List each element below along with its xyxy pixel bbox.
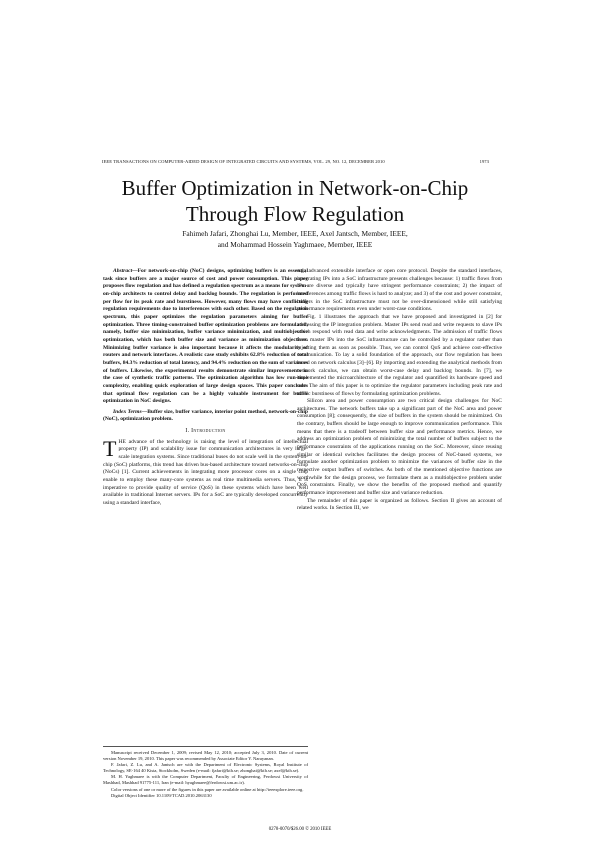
paper-title: Buffer Optimization in Network-on-Chip Through Flow Regulation — [121, 176, 469, 226]
footnote-manuscript: Manuscript received December 1, 2009; revised May 12, 2010; accepted July 3, 2010. Date of current version November 19, 2010. This paper was recommended by Associate Editor Y. Narayanan. — [103, 750, 308, 762]
intro-paragraph-1-text: HE advance of the technology is raising the level of integration of intellectual property (IP) and scalability issue for communication architectures in very large-scale integration systems. Since traditional buses do not scale well in the system-on-chip (SoC) platforms, this trend has driven bus-based architecture toward networks-on-chip (NoCs) [1]. Current achievements in integrating more processor cores on a single chip enable to employ these many-core systems as real time multimedia servers. Thus, it is imperative to provide quality of service (QoS) in these systems which have been well available in traditional Internet servers. IPs for a SoC are typically developed concurrently using a standard interface, — [103, 438, 308, 507]
intro-paragraph-1 — [103, 435, 308, 508]
index-terms — [103, 409, 308, 424]
footnotes — [103, 746, 308, 799]
abstract-label: Abstract — [113, 268, 133, 274]
left-column — [103, 268, 308, 508]
author-line-2: and Mohammad Hossein Yaghmaee, Member, IEEE — [217, 240, 373, 249]
abstract — [103, 268, 308, 406]
running-head — [102, 159, 489, 164]
author-line-1: Fahimeh Jafari, Zhonghai Lu, Member, IEEE, Axel Jantsch, Member, IEEE, — [182, 229, 408, 238]
intro-paragraph-2: Fig. 1 illustrates the approach that we have proposed and investigated in [2] for addressing the IP integration problem. Master IPs send read and write requests to slave IPs which respond with read data and write acknowledgments. The admission of traffic flows from master IPs into the SoC infrastructure can be controlled by a regulator rather than injecting them as soon as possible. Thus, we can control QoS and achieve cost-effective communication. To lay a solid foundation of the approach, our flow regulation has been based on network calculus [3]–[6]. By importing and extending the analytical methods from network calculus, we can obtain worst-case delay and backlog bounds. In [7], we implemented the microarchitecture of the regulator and quantified its hardware speed and cost. The aim of this paper is to optimize the regulator parameters including peak rate and traffic burstiness of flows by formulating optimization problems. — [297, 313, 502, 397]
copyright-line: 0278-0070/$26.00 © 2010 IEEE — [268, 827, 332, 832]
footnote-color: Color versions of one or more of the figures in this paper are available online at http://ieeexplore.ieee.org. — [111, 786, 304, 792]
index-terms-text: —Buffer size, buffer variance, interior point method, network-on-chip (NoC), optimization problem. — [103, 408, 308, 423]
index-terms-label: Index Terms — [113, 408, 142, 415]
author-list — [90, 228, 500, 250]
right-column — [297, 268, 502, 513]
journal-name: IEEE TRANSACTIONS ON COMPUTER-AIDED DESIGN OF INTEGRATED CIRCUITS AND SYSTEMS, VOL. 29, NO. 12, DECEMBER 2010 — [102, 159, 385, 164]
section-heading-introduction: I. Introduction — [185, 428, 226, 435]
footnote-affiliation-1: F. Jafari, Z. Lu, and A. Jantsch are with the Department of Electronic Systems, Royal Institute of Technology, SE-164 40 Kista, Stockholm, Sweden (e-mail: fjafari@kth.se; zhonghai@kth.se; axel@kth.se). — [103, 762, 308, 774]
footnote-affiliation-2: M. H. Yaghmaee is with the Computer Department, Faculty of Engineering, Ferdowsi University of Mashhad, Mashhad 91775-111, Iran (e-mail: hyaghmaee@ferdowsi.um.ac.ir). — [103, 774, 308, 786]
footnote-doi: Digital Object Identifier 10.1109/TCAD.2010.2063130 — [111, 792, 212, 798]
intro-paragraph-1-continued: e.g., advanced extensible interface or open core protocol. Despite the standard interfaces, integrating IPs into a SoC infrastructure presents challenges because: 1) traffic flows from IPs are diverse and typically have stringent performance constraints; 2) the impact of interferences among traffic flows is hard to analyze; and 3) of the cost and power constraint, buffers in the SoC infrastructure must not be over-dimensioned while still satisfying performance requirements even under worst-case conditions. — [297, 268, 502, 313]
abstract-text: —For network-on-chip (NoC) designs, optimizing buffers is an essential task since buffers are a major source of cost and power consumption. This paper proposes flow regulation and has defined a regulation spectrum as a means for system-on-chip architects to control delay and backlog bounds. The regulation is performed per flow for its peak rate and burstiness. However, many flows may have conflicting regulation requirements due to interferences with each other. Based on the regulation spectrum, this paper optimizes the regulation parameters aiming for buffer optimization. Three timing-constrained buffer optimization problems are formulated, namely, buffer size minimization, buffer variance minimization, and multiobjective optimization, which has both buffer size and variance as minimization objectives. Minimizing buffer variance is also important because it affects the modularity of routers and network interfaces. A realistic case study exhibits 62.8% reduction of total buffers, 84.3% reduction of total latency, and 94.4% reduction on the sum of variances of buffers. Likewise, the experimental results demonstrate similar improvements in the case of synthetic traffic patterns. The optimization algorithm has low run-time complexity, enabling quick exploration of large design spaces. This paper concludes that optimal flow regulation can be a highly valuable instrument for buffer optimization in NoC designs. — [103, 268, 308, 405]
drop-cap: T — [103, 435, 117, 461]
intro-paragraph-4: The remainder of this paper is organized as follows. Section II gives an account of related works. In Section III, we — [297, 497, 502, 512]
intro-paragraph-3: Silicon area and power consumption are two critical design challenges for NoC architectures. The network buffers take up a significant part of the NoC area and power consumption [8]; consequently, the size of buffers in the system should be minimized. On the contrary, buffers should be large enough to improve communication performance. This means that there is a tradeoff between buffer size and performance metrics. Hence, we address an optimization problem of minimizing the total number of buffers subject to the performance constraints of the applications running on the SoC. Moreover, since reusing similar or identical switches facilitates the design process of NoC-based systems, we formulate another optimization problem to minimize the variances of buffer size in the respective output buffers of switches. As both of the mentioned objective functions are worthwhile for the design process, we formulate them as a multiobjective problem under QoS constraints. Finally, we show the benefits of the proposed method and quantify performance improvement and buffer size and variance reduction. — [297, 398, 502, 497]
page-number: 1973 — [479, 159, 489, 164]
